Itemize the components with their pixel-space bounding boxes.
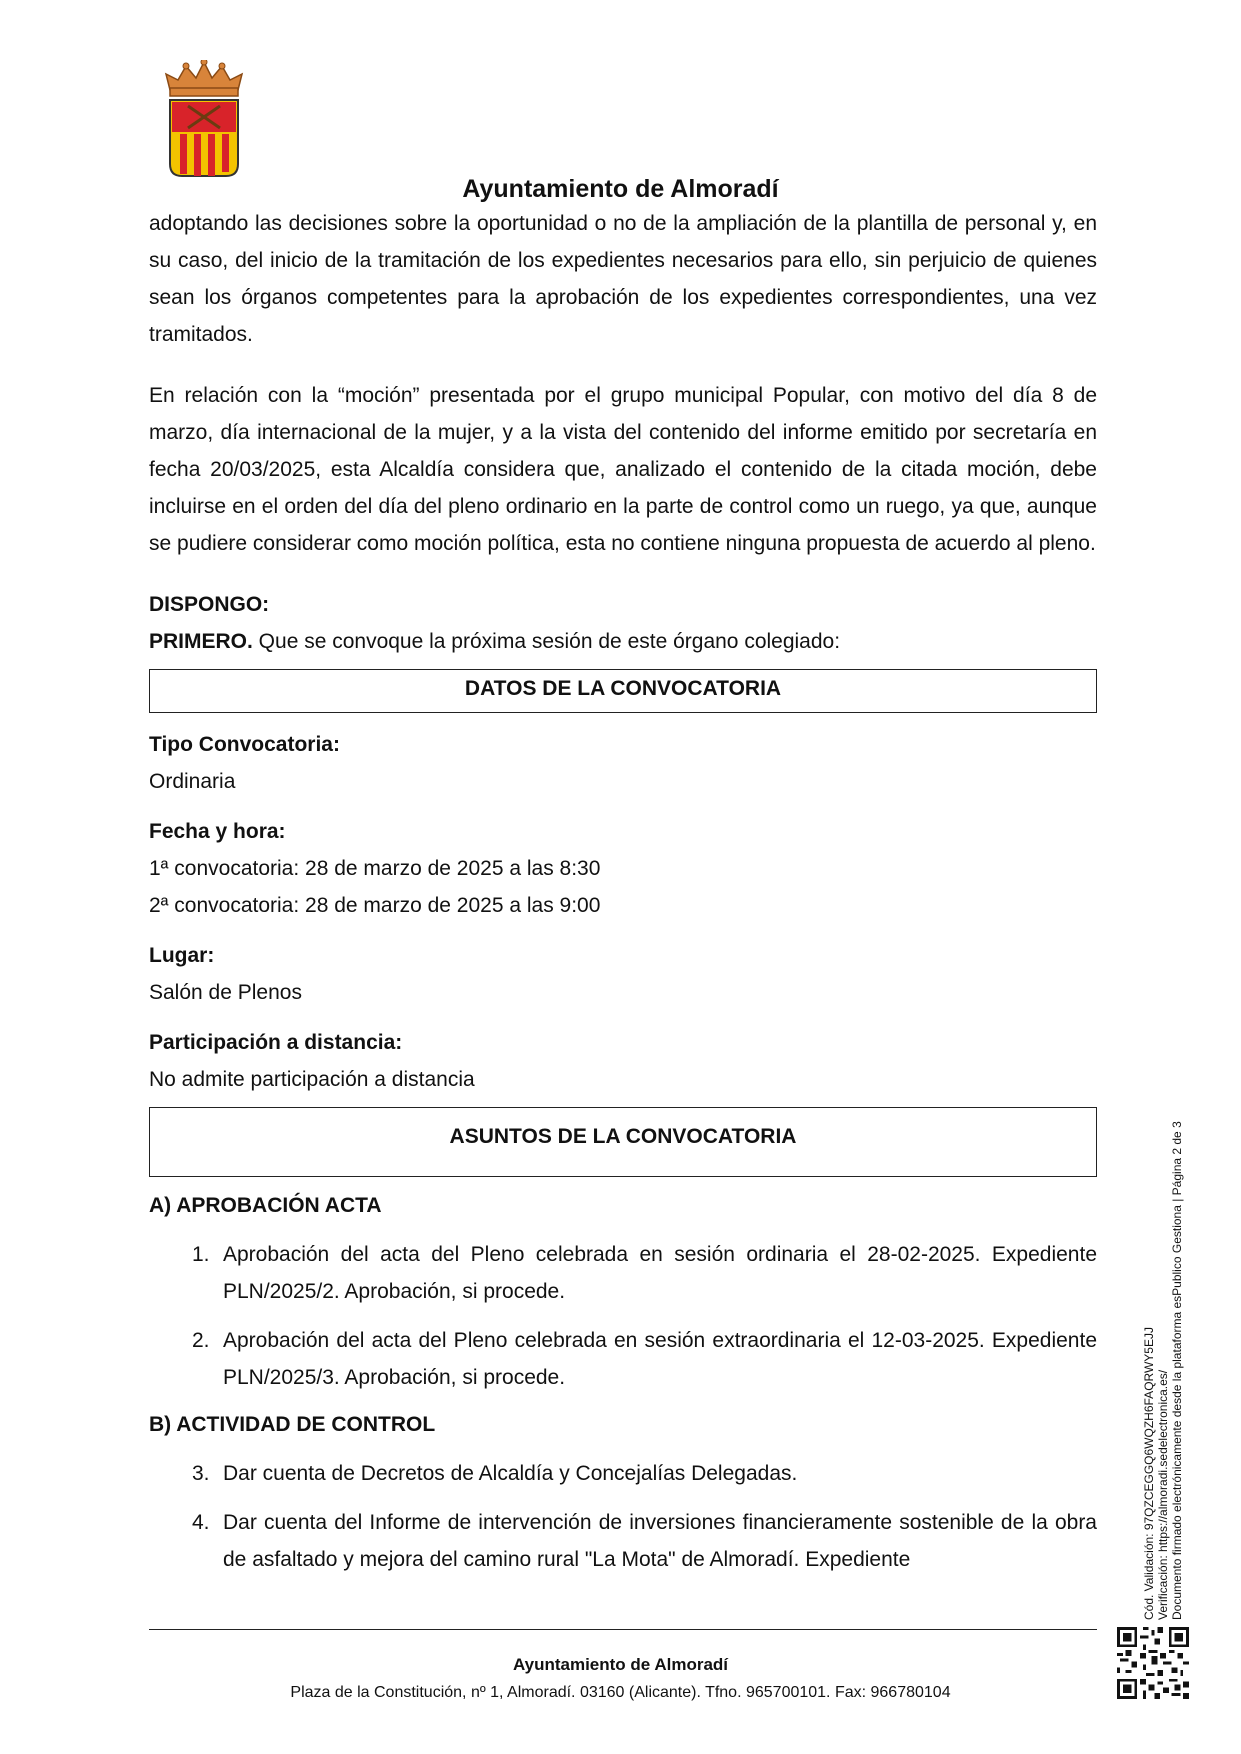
dispongo-heading: DISPONGO: <box>149 593 270 616</box>
tipo-convocatoria-label: Tipo Convocatoria: <box>149 733 340 756</box>
primero-text: Que se convoque la próxima sesión de este órgano colegiado: <box>252 630 841 653</box>
list-item-text: Aprobación del acta del Pleno celebrada en sesión ordinaria el 28-02-2025. Expediente PLN/2025/2. Aprobación, si procede. <box>223 1243 1097 1303</box>
lugar-value: Salón de Plenos <box>149 981 302 1004</box>
fecha-hora-label: Fecha y hora: <box>149 820 286 843</box>
primero-paragraph <box>149 623 1097 660</box>
validation-side-text <box>1142 1100 1184 1620</box>
signature-note: Documento firmado electrónicamente desde la plataforma esPublico Gestiona | Página 2 de 3 <box>1170 1121 1184 1620</box>
paragraph-plantilla: adoptando las decisiones sobre la oportunidad o no de la ampliación de la plantilla de personal y, en su caso, del inicio de la tramitación de los expedientes necesarios para ello, sin perjuicio de quienes sean los órganos competentes para la aprobación de los expedientes correspondientes, una vez tramitados. <box>149 212 1097 346</box>
list-item-number: 1. <box>192 1243 210 1266</box>
list-item <box>149 1455 1097 1492</box>
participacion-label: Participación a distancia: <box>149 1031 403 1054</box>
section-a-heading: A) APROBACIÓN ACTA <box>149 1194 382 1217</box>
list-item-text: Dar cuenta del Informe de intervención de inversiones financieramente sostenible de la obra de asfaltado y mejora del camino rural "La Mota" de Almoradí. Expediente <box>223 1511 1097 1571</box>
datos-convocatoria-box: DATOS DE LA CONVOCATORIA <box>149 669 1097 713</box>
asuntos-convocatoria-box: ASUNTOS DE LA CONVOCATORIA <box>149 1107 1097 1177</box>
footer-title: Ayuntamiento de Almoradí <box>512 1655 729 1674</box>
participacion-value: No admite participación a distancia <box>149 1068 475 1091</box>
footer-divider <box>149 1629 1097 1630</box>
tipo-convocatoria-value: Ordinaria <box>149 770 236 793</box>
validation-code: Cód. Validación: 97QZCEGGQ6WQZH6FAQRWY5EJJ <box>1142 1327 1156 1620</box>
qr-code-icon[interactable] <box>1117 1627 1189 1699</box>
list-item <box>149 1322 1097 1396</box>
list-item-text: Dar cuenta de Decretos de Alcaldía y Concejalías Delegadas. <box>223 1462 798 1485</box>
footer-address: Plaza de la Constitución, nº 1, Almoradí. 03160 (Alicante). Tfno. 965700101. Fax: 966780104 <box>290 1684 951 1701</box>
paragraph-mocion: En relación con la “moción” presentada por el grupo municipal Popular, con motivo del día 8 de marzo, día internacional de la mujer, y a la vista del contenido del informe emitido por secretaría en fecha 20/03/2025, esta Alcaldía considera que, analizado el contenido de la citada moción, debe incluirse en el orden del día del pleno ordinario en la parte de control como un ruego, ya que, aunque se pudiere considerar como moción política, esta no contiene ninguna propuesta de acuerdo al pleno. <box>149 384 1097 555</box>
municipal-crest-icon <box>164 60 244 178</box>
list-item <box>149 1236 1097 1310</box>
section-b-heading: B) ACTIVIDAD DE CONTROL <box>149 1413 436 1436</box>
page-header-title: Ayuntamiento de Almoradí <box>462 175 779 203</box>
primera-convocatoria: 1ª convocatoria: 28 de marzo de 2025 a las 8:30 <box>149 857 601 880</box>
list-item-number: 3. <box>192 1462 210 1485</box>
document-body <box>149 205 1097 1578</box>
primero-label: PRIMERO. <box>149 630 253 653</box>
section-b-list <box>149 1455 1097 1578</box>
list-item <box>149 1504 1097 1578</box>
verification-url[interactable]: Verificación: https://almoradi.sedelectronica.es/ <box>1156 1369 1170 1620</box>
section-a-list <box>149 1236 1097 1396</box>
list-item-text: Aprobación del acta del Pleno celebrada en sesión extraordinaria el 12-03-2025. Expediente PLN/2025/3. Aprobación, si procede. <box>223 1329 1097 1389</box>
lugar-label: Lugar: <box>149 944 215 967</box>
segunda-convocatoria: 2ª convocatoria: 28 de marzo de 2025 a las 9:00 <box>149 894 601 917</box>
list-item-number: 4. <box>192 1511 210 1534</box>
list-item-number: 2. <box>192 1329 210 1352</box>
